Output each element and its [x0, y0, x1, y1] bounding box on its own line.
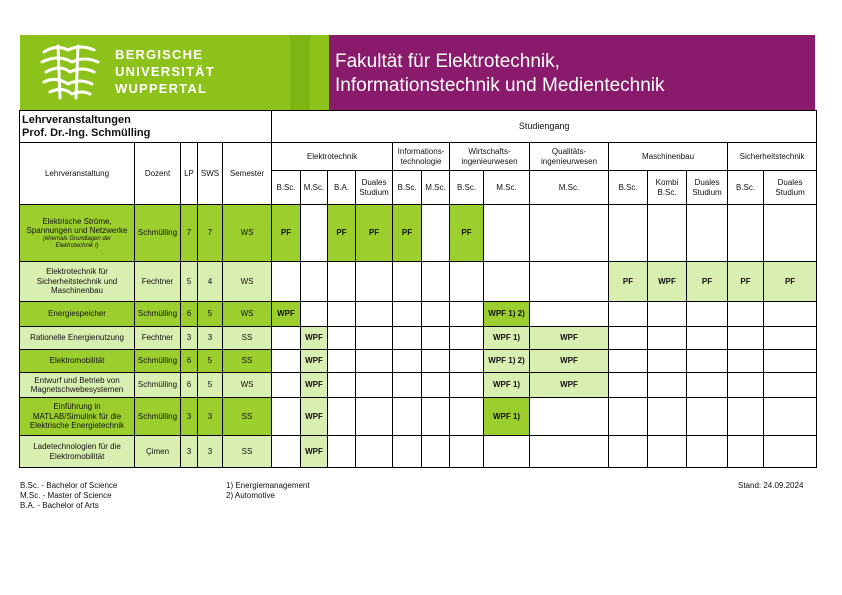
- program-cell: WPF: [301, 327, 328, 350]
- col-header-lehrveranstaltung: Lehrveranstaltung: [20, 143, 135, 205]
- group-header-qualitaetsingenieurwesen: [530, 143, 609, 171]
- course-name-line: Rationelle Energienutzung: [30, 333, 124, 343]
- semester-cell: SS: [223, 436, 272, 468]
- program-cell: [728, 327, 764, 350]
- program-cell: [530, 302, 609, 327]
- program-cell: [272, 262, 301, 302]
- program-cell: WPF 1) 2): [484, 350, 530, 373]
- university-name-line: UNIVERSITÄT: [115, 64, 215, 79]
- program-cell: [328, 327, 356, 350]
- sws-cell: 5: [198, 350, 223, 373]
- program-cell: [272, 398, 301, 436]
- program-cell: [484, 436, 530, 468]
- program-cell: [648, 350, 687, 373]
- logo-stripe: [290, 35, 310, 110]
- program-cell: WPF: [648, 262, 687, 302]
- program-cell: [609, 350, 648, 373]
- course-rows: [20, 205, 817, 468]
- course-name-cell: [20, 302, 135, 327]
- program-cell: [450, 302, 484, 327]
- program-cell: [328, 398, 356, 436]
- program-cell: [272, 327, 301, 350]
- semester-cell: SS: [223, 350, 272, 373]
- legend-line: B.Sc. - Bachelor of Science: [20, 481, 118, 490]
- program-cell: WPF: [301, 398, 328, 436]
- program-cell: [450, 327, 484, 350]
- sws-cell: 3: [198, 327, 223, 350]
- faculty-title-line: Fakultät für Elektrotechnik,: [335, 51, 560, 72]
- university-name-line: BERGISCHE: [115, 47, 204, 62]
- subheader-line: B.Sc.: [657, 187, 677, 197]
- program-cell: WPF 1): [484, 398, 530, 436]
- program-cell: [648, 398, 687, 436]
- group-header-elektrotechnik: Elektrotechnik: [272, 143, 393, 171]
- studiengang-header: Studiengang: [272, 111, 817, 143]
- group-header-informationstechnologie: [393, 143, 450, 171]
- program-cell: [450, 398, 484, 436]
- semester-cell: SS: [223, 398, 272, 436]
- university-name-line: WUPPERTAL: [115, 81, 208, 96]
- course-name-line: Sicherheitstechnik und: [36, 276, 118, 286]
- course-name-line: Einführung in: [53, 402, 101, 412]
- program-cell: [356, 373, 393, 398]
- program-cell: [484, 262, 530, 302]
- dozent-cell: Çimen: [135, 436, 181, 468]
- program-cell: WPF: [301, 373, 328, 398]
- lp-cell: 3: [181, 436, 198, 468]
- group-header-line: Wirtschafts-: [468, 147, 511, 156]
- program-cell: WPF 1) 2): [484, 302, 530, 327]
- sws-cell: 3: [198, 398, 223, 436]
- program-cell: [687, 327, 728, 350]
- program-cell: [422, 373, 450, 398]
- program-cell: [648, 436, 687, 468]
- group-header-row: [20, 143, 817, 171]
- subheader-line: Duales: [694, 178, 720, 187]
- subheader-line: Kombi: [655, 178, 679, 187]
- sws-cell: 4: [198, 262, 223, 302]
- semester-cell: WS: [223, 205, 272, 262]
- program-cell: PF: [687, 262, 728, 302]
- program-cell: WPF: [272, 302, 301, 327]
- university-name: [115, 46, 215, 97]
- program-cell: WPF: [301, 436, 328, 468]
- lp-cell: 3: [181, 398, 198, 436]
- courses-table: [19, 110, 817, 468]
- program-cell: [609, 398, 648, 436]
- program-cell: [393, 373, 422, 398]
- program-cell: [356, 350, 393, 373]
- course-name-cell: [20, 436, 135, 468]
- program-cell: [328, 436, 356, 468]
- table-title: [20, 111, 272, 143]
- footnotes: [226, 481, 310, 501]
- lp-cell: 3: [181, 327, 198, 350]
- legend-line: M.Sc. - Master of Science: [20, 491, 112, 500]
- subheader-line: Studium: [359, 187, 389, 197]
- program-cell: WPF: [301, 350, 328, 373]
- sws-cell: 3: [198, 436, 223, 468]
- program-cell: [422, 327, 450, 350]
- program-cell: [648, 373, 687, 398]
- legend-line: B.A. - Bachelor of Arts: [20, 501, 99, 510]
- program-cell: [301, 262, 328, 302]
- program-cell: [393, 302, 422, 327]
- program-cell: PF: [764, 262, 817, 302]
- program-cell: [609, 205, 648, 262]
- subheader-it-msc: M.Sc.: [422, 171, 450, 205]
- program-cell: [328, 262, 356, 302]
- faculty-panel: [329, 35, 815, 110]
- program-cell: [422, 350, 450, 373]
- dozent-cell: Schmülling: [135, 302, 181, 327]
- group-header-line: ingenieurwesen: [540, 156, 598, 166]
- program-cell: [422, 302, 450, 327]
- program-cell: [393, 398, 422, 436]
- program-cell: WPF 1): [484, 327, 530, 350]
- program-cell: [450, 373, 484, 398]
- course-name-line: MATLAB/Simulink für die: [32, 411, 122, 421]
- program-cell: [687, 373, 728, 398]
- subheader-st-bsc: B.Sc.: [728, 171, 764, 205]
- table-row: [20, 205, 817, 262]
- program-cell: [728, 302, 764, 327]
- program-cell: [530, 398, 609, 436]
- program-cell: PF: [450, 205, 484, 262]
- program-cell: [764, 205, 817, 262]
- program-cell: [393, 350, 422, 373]
- abbreviation-legend: [20, 481, 117, 511]
- lp-cell: 6: [181, 373, 198, 398]
- subheader-et-msc: M.Sc.: [301, 171, 328, 205]
- semester-cell: WS: [223, 262, 272, 302]
- table-row: [20, 373, 817, 398]
- table-row: [20, 262, 817, 302]
- course-name-cell: [20, 398, 135, 436]
- program-cell: [764, 373, 817, 398]
- program-cell: [450, 436, 484, 468]
- program-cell: [356, 436, 393, 468]
- course-name-line: Elektrotechnik für: [46, 267, 108, 277]
- dozent-cell: Schmülling: [135, 205, 181, 262]
- course-name-line: Maschinenbau: [50, 286, 104, 296]
- program-cell: [301, 302, 328, 327]
- program-cell: WPF: [530, 327, 609, 350]
- semester-cell: WS: [223, 302, 272, 327]
- col-header-lp: LP: [181, 143, 198, 205]
- program-cell: [764, 350, 817, 373]
- footnote-line: 2) Automotive: [226, 491, 275, 500]
- semester-cell: WS: [223, 373, 272, 398]
- program-cell: PF: [728, 262, 764, 302]
- program-cell: [393, 327, 422, 350]
- sws-cell: 5: [198, 302, 223, 327]
- program-cell: [393, 262, 422, 302]
- col-header-sws: SWS: [198, 143, 223, 205]
- program-cell: [728, 350, 764, 373]
- dozent-cell: Schmülling: [135, 398, 181, 436]
- course-name-line: Elektromobilität: [49, 356, 105, 366]
- program-cell: [328, 373, 356, 398]
- program-cell: WPF 1): [484, 373, 530, 398]
- program-cell: [328, 350, 356, 373]
- group-header-maschinenbau: Maschinenbau: [609, 143, 728, 171]
- program-cell: [484, 205, 530, 262]
- table-row: [20, 398, 817, 436]
- subheader-line: Duales: [777, 178, 803, 187]
- program-cell: [687, 205, 728, 262]
- subheader-mb-duales: [687, 171, 728, 205]
- subheader-mb-kombi: [648, 171, 687, 205]
- group-header-line: Qualitäts-: [551, 147, 587, 156]
- program-cell: [687, 302, 728, 327]
- subheader-line: Studium: [775, 187, 805, 197]
- program-cell: [422, 398, 450, 436]
- program-cell: WPF: [530, 373, 609, 398]
- university-emblem-icon: [38, 42, 102, 102]
- program-cell: [422, 205, 450, 262]
- sws-cell: 7: [198, 205, 223, 262]
- program-cell: PF: [356, 205, 393, 262]
- program-cell: [687, 398, 728, 436]
- program-cell: PF: [609, 262, 648, 302]
- program-cell: [422, 436, 450, 468]
- subheader-st-duales: [764, 171, 817, 205]
- program-cell: [530, 262, 609, 302]
- title-row: [20, 111, 817, 143]
- program-cell: [609, 302, 648, 327]
- program-cell: [356, 262, 393, 302]
- course-name-line: Ladetechnologien für die: [33, 442, 121, 451]
- course-name-line: Entwurf und Betrieb von: [34, 375, 120, 385]
- program-cell: PF: [393, 205, 422, 262]
- course-name-cell: [20, 205, 135, 262]
- course-name-line: Elektrische Energietechnik: [29, 421, 125, 431]
- lp-cell: 6: [181, 350, 198, 373]
- program-cell: [764, 436, 817, 468]
- program-cell: [530, 436, 609, 468]
- stand-date: Stand: 24.09.2024: [738, 481, 804, 490]
- subheader-mb-bsc: B.Sc.: [609, 171, 648, 205]
- course-name-line: Elektromobilität: [49, 451, 105, 461]
- program-cell: [648, 205, 687, 262]
- program-cell: PF: [328, 205, 356, 262]
- course-note-line: Elektrotechnik I): [55, 242, 99, 249]
- group-header-wirtschaftsingenieurwesen: [450, 143, 530, 171]
- col-header-semester: Semester: [223, 143, 272, 205]
- table-row: [20, 436, 817, 468]
- group-header-line: ingenieurwesen: [461, 156, 518, 166]
- table-row: [20, 350, 817, 373]
- course-name-cell: [20, 262, 135, 302]
- subheader-et-bsc: B.Sc.: [272, 171, 301, 205]
- subheader-line: Studium: [692, 187, 722, 197]
- subheader-it-bsc: B.Sc.: [393, 171, 422, 205]
- subheader-wi-bsc: B.Sc.: [450, 171, 484, 205]
- course-name-cell: [20, 327, 135, 350]
- subheader-wi-msc: M.Sc.: [484, 171, 530, 205]
- program-cell: [609, 373, 648, 398]
- lp-cell: 7: [181, 205, 198, 262]
- col-header-dozent: Dozent: [135, 143, 181, 205]
- course-name-line: Spannungen und Netzwerke: [26, 226, 128, 235]
- course-note-line: (ehemals Grundlagen der: [42, 235, 112, 242]
- table-title-line: Lehrveranstaltungen: [22, 113, 131, 126]
- program-cell: [728, 436, 764, 468]
- program-cell: [356, 327, 393, 350]
- program-cell: [422, 262, 450, 302]
- table-title-line: Prof. Dr.-Ing. Schmülling: [22, 126, 151, 139]
- program-cell: [648, 327, 687, 350]
- program-cell: [648, 302, 687, 327]
- faculty-title-line: Informationstechnik und Medientechnik: [335, 75, 665, 96]
- table-row: [20, 327, 817, 350]
- course-name-cell: [20, 373, 135, 398]
- course-name-cell: [20, 350, 135, 373]
- course-name-line: Elektrische Ströme,: [42, 216, 112, 226]
- program-cell: [530, 205, 609, 262]
- program-cell: [450, 262, 484, 302]
- semester-cell: SS: [223, 327, 272, 350]
- subheader-line: Duales: [361, 178, 387, 187]
- faculty-title: [335, 50, 665, 98]
- dozent-cell: Schmülling: [135, 350, 181, 373]
- sws-cell: 5: [198, 373, 223, 398]
- dozent-cell: Schmülling: [135, 373, 181, 398]
- lp-cell: 5: [181, 262, 198, 302]
- program-cell: [609, 436, 648, 468]
- group-header-line: technologie: [400, 156, 442, 166]
- program-cell: [272, 373, 301, 398]
- group-header-line: Informations-: [397, 147, 445, 156]
- subheader-qi-msc: M.Sc.: [530, 171, 609, 205]
- program-cell: [764, 327, 817, 350]
- program-cell: WPF: [530, 350, 609, 373]
- university-logo-panel: [20, 35, 329, 110]
- program-cell: [356, 302, 393, 327]
- dozent-cell: Fechtner: [135, 327, 181, 350]
- footnote-line: 1) Energiemanagement: [226, 481, 310, 490]
- course-name-line: Energiespeicher: [48, 309, 106, 319]
- group-header-sicherheitstechnik: Sicherheitstechnik: [728, 143, 817, 171]
- course-name-line: Magnetschwebesystemen: [30, 385, 124, 394]
- table-row: [20, 302, 817, 327]
- program-cell: [687, 436, 728, 468]
- program-cell: [301, 205, 328, 262]
- program-cell: [450, 350, 484, 373]
- program-cell: [764, 302, 817, 327]
- program-cell: [764, 398, 817, 436]
- program-cell: [393, 436, 422, 468]
- page-header: [20, 35, 815, 110]
- program-cell: [272, 350, 301, 373]
- program-cell: [272, 436, 301, 468]
- program-cell: [609, 327, 648, 350]
- program-cell: [728, 373, 764, 398]
- program-cell: [728, 205, 764, 262]
- lp-cell: 6: [181, 302, 198, 327]
- subheader-et-duales: [356, 171, 393, 205]
- program-cell: [687, 350, 728, 373]
- program-cell: PF: [272, 205, 301, 262]
- program-cell: [356, 398, 393, 436]
- dozent-cell: Fechtner: [135, 262, 181, 302]
- program-cell: [728, 398, 764, 436]
- program-cell: [328, 302, 356, 327]
- subheader-et-ba: B.A.: [328, 171, 356, 205]
